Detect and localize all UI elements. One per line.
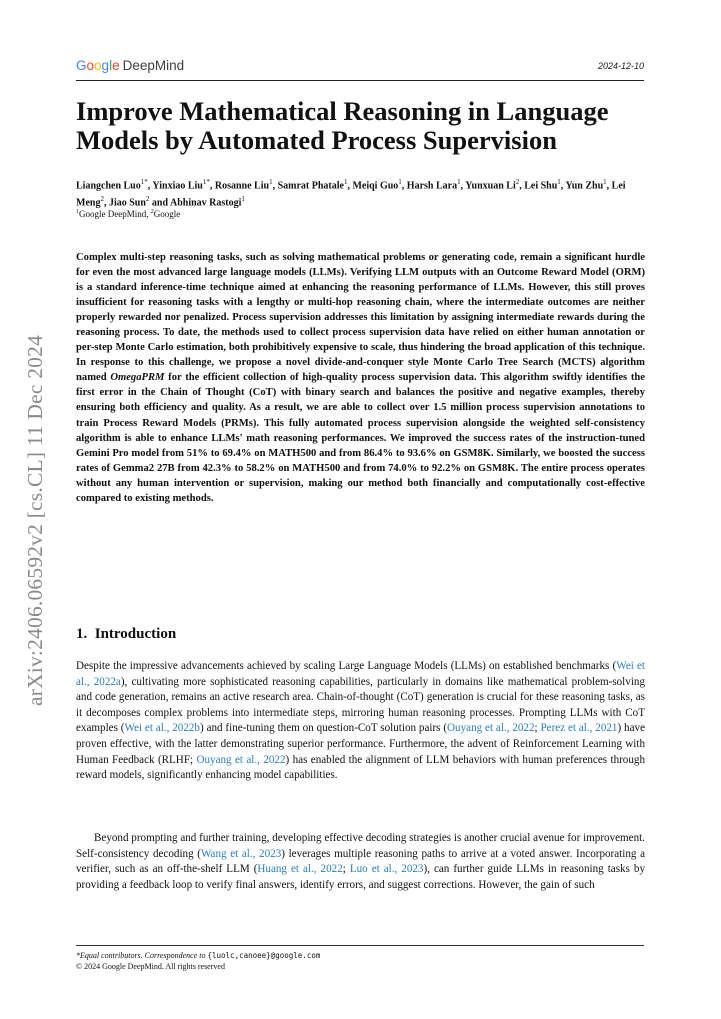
paragraph-text: ) leverages multiple reasoning paths to arrive at a voted answer. Incorporating a verifier, such as an off-the-shelf LLM ( [76,847,645,876]
author-affiliation-mark: 2 [145,194,150,203]
abstract-text-end: for the efficient collection of high-quality process supervision data. This algorithm swiftly identifies the first error in the Chain of Thought (CoT) with binary search and balances the positive and negative examples, thereby ensuring both efficiency and quality. As a result, we are able to collect over 1.5 million process supervision annotations to train Process Reward Models (PRMs). This fully automated process supervision alongside the weighted self-consistency algorithm is able to enhance LLMs' math reasoning performances. We improved the success rates of the instruction-tuned Gemini Pro model from 51% to 69.4% on MATH500 and from 86.4% to 93.6% on GSM8K. Similarly, we boosted the success rates of Gemma2 27B from 42.3% to 58.2% on MATH500 and from 74.0% to 92.2% on GSM8K. The entire process operates without any human intervention or supervision, making our method both financially and computationally cost-effective compared to existing methods. [76,372,645,504]
author-list: Liangchen Luo$^{1*}$, Yinxiao Liu$^{1*}$, Rosanne Liu$^1$, Samrat Phatale$^1$, Meiqi Guo$^1$, Harsh Lara$^1$, Yunxuan Li$^2$, Lei Shu$^1$, Yun Zhu$^1$, Lei Meng$^2$, Jiao Sun$^2$ and Abhinav Rastogi$^1$ [76,178,626,209]
citation-link[interactable]: Huang et al., 2022 [257,863,343,876]
author-name: Rosanne Liu [214,180,270,192]
author-and: and [149,197,170,209]
abstract [76,250,645,506]
affiliation-mark: 2 [150,209,154,215]
footnote-correspondence [76,951,320,960]
author-name: Yinxiao Liu [152,180,203,192]
author-name: Yun Zhu [565,180,604,192]
paragraph-text: Beyond prompting and further training, developing effective decoding strategies is another crucial avenue for improvement. Self-consistency decoding ( [76,832,645,860]
author-name: Jiao Sun [108,197,146,209]
header-date: 2024-12-10 [597,61,644,71]
footnote-equal-note: *Equal contributors. Correspondence to [76,951,208,960]
author-name: Yunxuan Li [465,180,516,192]
section-number: 1. [76,626,88,642]
logo-letter: G [76,58,87,73]
arxiv-identifier-text: arXiv:2406.06592v2 [cs.CL] 11 Dec 2024 [23,334,48,706]
author-affiliation-mark: 1 [457,178,461,186]
section-heading [76,626,176,643]
arxiv-identifier [18,310,54,730]
author-name: Harsh Lara [406,180,458,192]
citation-link[interactable]: Perez et al., 2021 [540,722,618,735]
section-title: Introduction [94,626,177,642]
author-name: Liangchen Luo [76,180,141,192]
citation-link[interactable]: Ouyang et al., 2022 [447,722,535,735]
logo-letter: o [94,58,102,73]
citation-link[interactable]: Wei et al., 2022b [124,722,200,735]
affiliation-mark: 1 [76,209,79,215]
affiliations: $^1$Google DeepMind, $^2$Google [76,209,181,219]
paper-title: Improve Mathematical Reasoning in Language Models by Automated Process Supervision [76,96,609,155]
citation-link[interactable]: Wang et al., 2023 [200,847,282,860]
author-affiliation-mark: 1 [603,178,607,186]
google-deepmind-logo [76,58,184,74]
paragraph-text: ), cultivating more sophisticated reasoning capabilities, particularly in domains like mathematical problem-solving and code generation, remains an active research area. Chain-of-thought (CoT) generation is crucial for these reasoning tasks, as it decomposes complex problems into intermediate steps, mirroring human reasoning processes. Prompting LLMs with CoT examples ( [76,675,645,735]
logo-letter: g [101,58,110,73]
paragraph-text: ) have proven effective, with the latter demonstrating superior performance. Furthermore, the advent of Reinforcement Learning with Human Feedback (RLHF; [76,722,645,766]
author-affiliation-mark: 1 [557,178,561,186]
page-header [76,58,644,81]
footnote-emails: {luolc,canoee}@google.com [207,951,321,960]
logo-suffix: DeepMind [122,58,185,73]
paragraph-text: ), can further guide LLMs in reasoning tasks by providing a feedback loop to verify final answers, identify errors, and suggest corrections. However, the gain of such [76,863,645,891]
intro-paragraph-1 [76,659,645,784]
author-affiliation-mark: 1 [269,178,273,186]
author-affiliation-mark: 1 [241,194,245,203]
author-name: Lei Shu [524,180,558,192]
intro-paragraph-2 [76,831,645,893]
citation-link[interactable]: Ouyang et al., 2022 [196,753,286,766]
logo-letter: l [109,58,113,73]
paragraph-text: ) and fine-tuning them on question-CoT solution pairs ( [199,722,448,735]
footnote-copyright: © 2024 Google DeepMind. All rights reserved [76,962,225,971]
logo-letter: o [86,58,95,73]
footnote-rule [76,945,644,946]
paragraph-text: Despite the impressive advancements achieved by scaling Large Language Models (LLMs) on established benchmarks ( [76,660,617,672]
author-name: Lei Meng [76,180,626,209]
author-affiliation-mark: 2 [515,178,520,186]
author-name: Abhinav Rastogi [170,197,242,209]
abstract-text-start: Complex multi-step reasoning tasks, such as solving mathematical problems or generating code, remain a significant hurdle for even the most advanced large language models (LLMs). Verifying LLM outputs with an Outcome Reward Model (ORM) is a standard inference-time technique aimed at enhancing the reasoning performance of LLMs. However, this still proves insufficient for reasoning tasks with a lengthy or multi-hop reasoning chain, where the intermediate outcomes are neither properly rewarded nor penalized. Process supervision addresses this limitation by assigning intermediate rewards during the reasoning process. To date, the methods used to collect process supervision data have relied on either human annotation or per-step Monte Carlo estimation, both prohibitively expensive to scale, thus hindering the broad application of this technique. In response to this challenge, we propose a novel divide-and-conquer style Monte Carlo Tree Search (MCTS) algorithm named [76,252,645,384]
method-name: OmegaPRM [110,372,165,384]
affiliation-name: Google [153,209,181,219]
author-affiliation-mark: 1* [140,178,148,186]
paragraph-text: ; [534,722,541,735]
author-affiliation-mark: 1* [202,178,210,186]
citation-link[interactable]: Wei et al., 2022a [76,660,646,688]
paragraph-text: ) has enabled the alignment of LLM behaviors with human preferences through reward models, significantly enhancing model capabilities. [76,753,645,782]
author-name: Meiqi Guo [352,180,399,192]
author-affiliation-mark: 1 [398,178,402,186]
affiliation-name: Google DeepMind [79,209,147,219]
paragraph-text: ; [342,863,350,876]
citation-link[interactable]: Luo et al., 2023 [349,863,424,876]
author-affiliation-mark: 1 [343,178,348,186]
logo-letter: e [112,58,120,73]
author-affiliation-mark: 2 [100,194,104,203]
author-name: Samrat Phatale [277,180,344,192]
